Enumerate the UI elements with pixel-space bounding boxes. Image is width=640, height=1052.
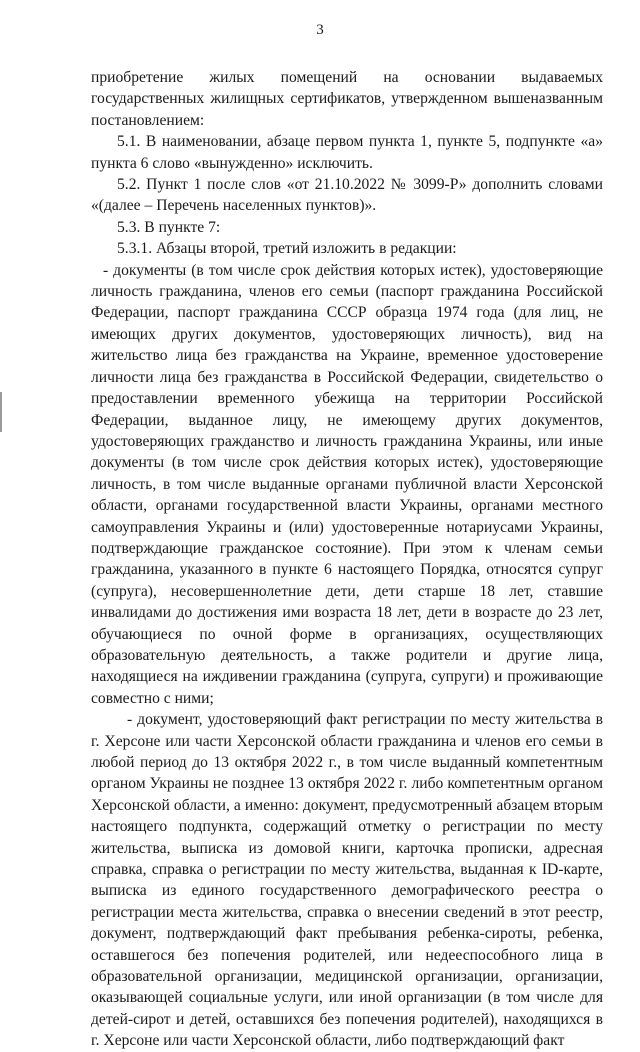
paragraph-5-1: 5.1. В наименовании, абзаце первом пункта 1, пункте 5, подпункте «а» пункта 6 слово «вынужденно» исключить.: [91, 133, 603, 172]
paragraph-5-3: 5.3. В пункте 7:: [117, 218, 221, 236]
document-body: [91, 67, 603, 1052]
paragraph-5-2: 5.2. Пункт 1 после слов «от 21.10.2022 № 3099-Р» дополнить словами «(далее – Перечень населенных пунктов)».: [91, 176, 603, 215]
paragraph-documents-identity: - документы (в том числе срок действия которых истек), удостоверяющие личность гражданина, членов его семьи (паспорт гражданина Российской Федерации, паспорт гражданина СССР образца 1974 года (для лиц, не имеющих других документов, удостоверяющих личность), вид на жительство лица без гражданства на Украине, временное удостоверение личности лица без гражданства в Российской Федерации, свидетельство о предоставлении временного убежища на территории Российской Федерации, выданное лицу, не имеющему других документов, удостоверяющих гражданство и личность гражданина Украины, или иные документы (в том числе срок действия которых истек), удостоверяющие личность, в том числе выданные органами публичной власти Херсонской области, органами государственной власти Украины, органами местного самоуправления Украины и (или) удостоверенные нотариусами Украины, подтверждающие гражданское состояние). При этом к членам семьи гражданина, указанного в пункте 6 настоящего Порядка, относятся супруг (супруга), несовершеннолетние дети, дети старше 18 лет, ставшие инвалидами до достижения ими возраста 18 лет, дети в возрасте до 23 лет, обучающиеся по очной форме в организациях, осуществляющих образовательную деятельность, а также родители и другие лица, находящиеся на иждивении гражданина (супруга, супруги) и проживающие совместно с ними;: [91, 261, 603, 707]
paragraph-documents-registration: - документ, удостоверяющий факт регистрации по месту жительства в г. Херсоне или части Херсонской области гражданина и членов его семьи в любой период до 13 октября 2022 г., в том числе выданный компетентным органом Украины не позднее 13 октября 2022 г. либо компетентным органом Херсонской области, а именно: документ, предусмотренный абзацем вторым настоящего подпункта, содержащий отметку о регистрации по месту жительства, выписка из домовой книги, карточка прописки, адресная справка, справка о регистрации по месту жительства, выданная к ID-карте, выписка из единого государственного демографического реестра о регистрации места жительства, справка о внесении сведений в этот реестр, документ, подтверждающий факт пребывания ребенка-сироты, ребенка, оставшегося без попечения родителей, или недееспособного лица в образовательной организации, медицинской организации, организации, оказывающей социальные услуги, или иной организации (в том числе для детей-сирот и детей, оставшихся без попечения родителей), находящихся в г. Херсоне или части Херсонской области, либо подтверждающий факт: [91, 711, 603, 1050]
scan-edge-mark: [0, 392, 2, 432]
paragraph-intro: приобретение жилых помещений на основании выдаваемых государственных жилищных сертификатов, утвержденном вышеназванным постановлением:: [91, 69, 603, 129]
page-number: 3: [316, 22, 324, 38]
paragraph-5-3-1: 5.3.1. Абзацы второй, третий изложить в редакции:: [117, 240, 457, 258]
